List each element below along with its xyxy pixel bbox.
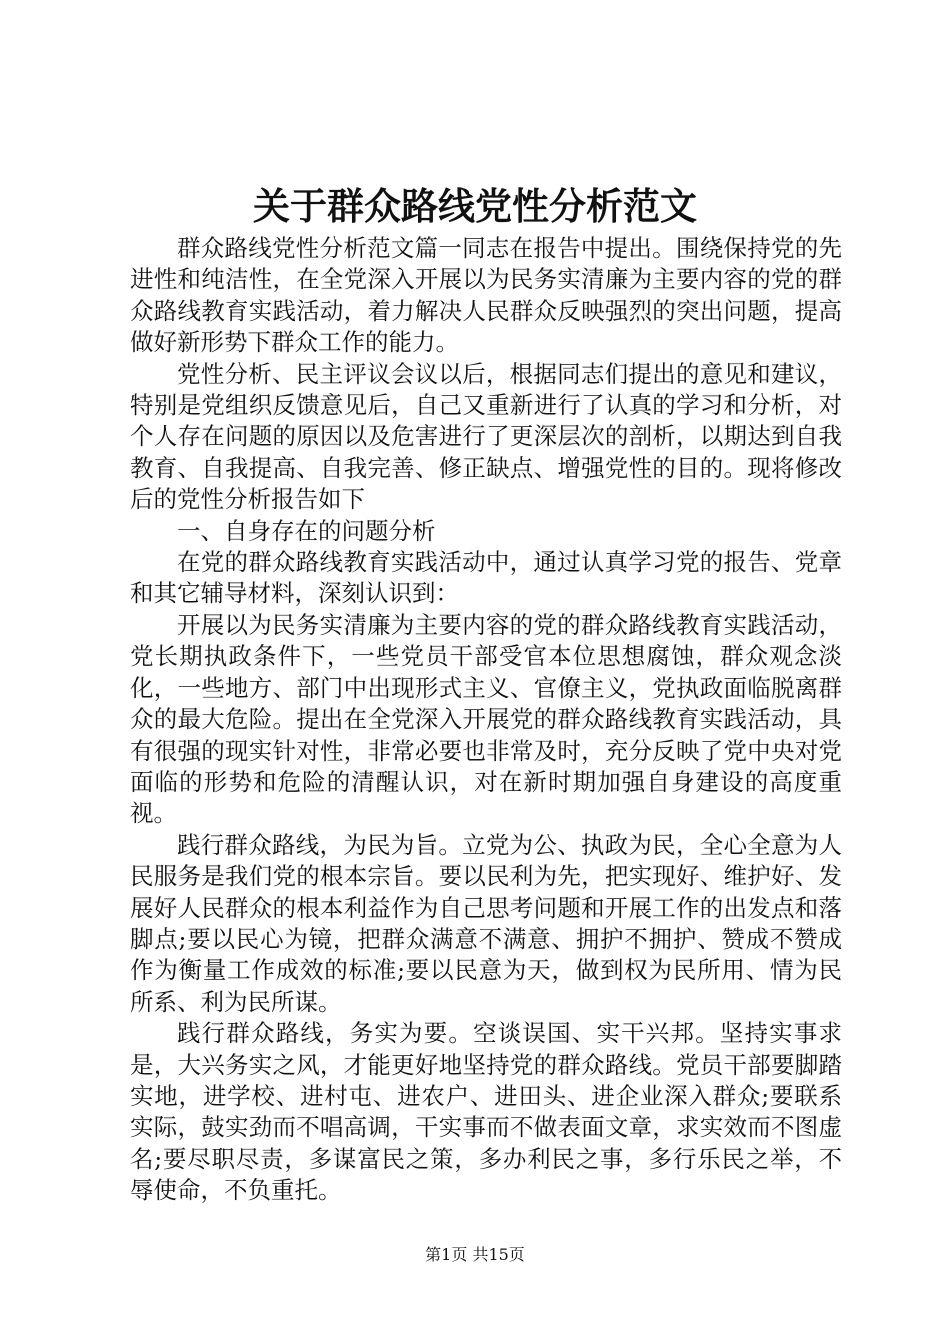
document-body bbox=[130, 233, 842, 1207]
page-number-footer: 第1页 共15页 bbox=[425, 1245, 525, 1264]
paragraph: 践行群众路线，务实为要。空谈误国、实干兴邦。坚持实事求是，大兴务实之风，才能更好地坚持党的群众路线。党员干部要脚踏实地，进学校、进村屯、进农户、进田头、进企业深入群众;要联系实际，鼓实劲而不唱高调，干实事而不做表面文章，求实效而不图虚名;要尽职尽责，多谋富民之策，多办利民之事，多行乐民之举，不辱使命，不负重托。 bbox=[130, 1019, 842, 1205]
paragraph: 在党的群众路线教育实践活动中，通过认真学习党的报告、党章和其它辅导材料，深刻认识到： bbox=[130, 548, 842, 608]
document-title: 关于群众路线党性分析范文 bbox=[253, 184, 697, 228]
section-heading: 一、自身存在的问题分析 bbox=[177, 516, 436, 545]
paragraph: 践行群众路线，为民为旨。立党为公、执政为民，全心全意为人民服务是我们党的根本宗旨。要以民利为先，把实现好、维护好、发展好人民群众的根本利益作为自己思考问题和开展工作的出发点和落脚点;要以民心为镜，把群众满意不满意、拥护不拥护、赞成不赞成作为衡量工作成效的标准;要以民意为天，做到权为民所用、情为民所系、利为民所谋。 bbox=[130, 830, 842, 1016]
paragraph: 党性分析、民主评议会议以后，根据同志们提出的意见和建议，特别是党组织反馈意见后，自己又重新进行了认真的学习和分析，对个人存在问题的原因以及危害进行了更深层次的剖析，以期达到自我教育、自我提高、自我完善、修正缺点、增强党性的目的。现将修改后的党性分析报告如下 bbox=[130, 359, 842, 514]
paragraph: 群众路线党性分析范文篇一同志在报告中提出。围绕保持党的先进性和纯洁性，在全党深入开展以为民务实清廉为主要内容的党的群众路线教育实践活动，着力解决人民群众反映强烈的突出问题，提高做好新形势下群众工作的能力。 bbox=[130, 234, 842, 357]
paragraph: 开展以为民务实清廉为主要内容的党的群众路线教育实践活动，党长期执政条件下，一些党员干部受官本位思想腐蚀，群众观念淡化，一些地方、部门中出现形式主义、官僚主义，党执政面临脱离群众的最大危险。提出在全党深入开展党的群众路线教育实践活动，具有很强的现实针对性，非常必要也非常及时，充分反映了党中央对党面临的形势和危险的清醒认识，对在新时期加强自身建设的高度重视。 bbox=[130, 610, 842, 828]
